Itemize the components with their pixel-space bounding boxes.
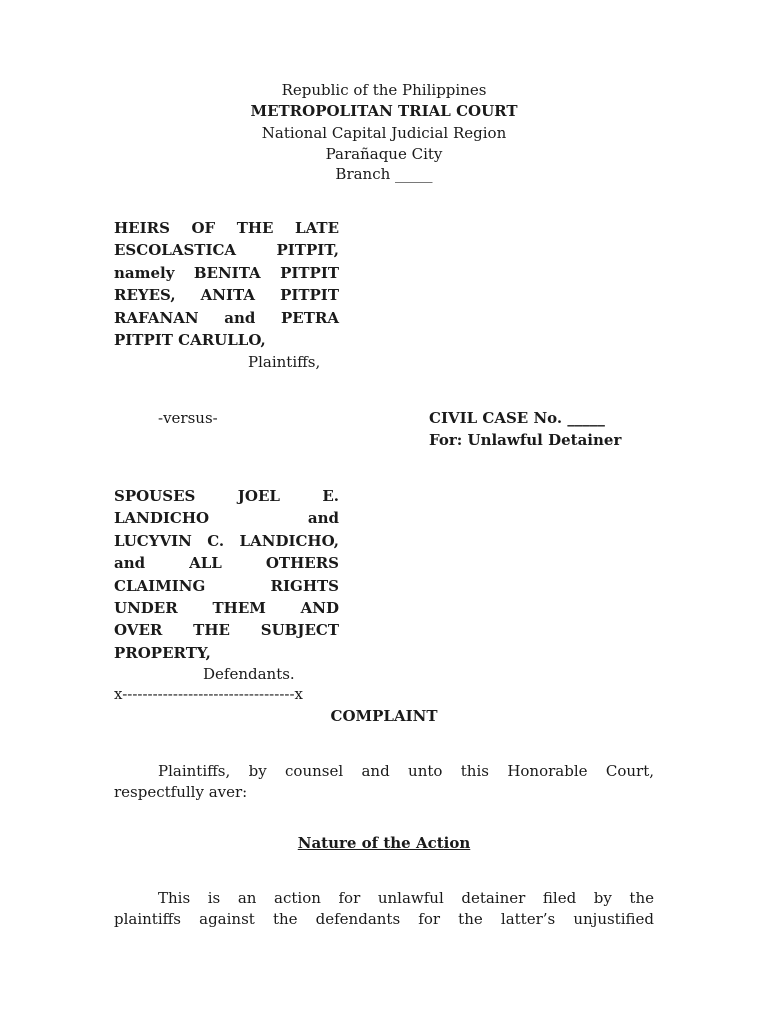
defendants-line: LUCYVIN C. LANDICHO, <box>114 531 339 550</box>
defendants-line: PROPERTY, <box>114 643 211 662</box>
judicial-region: National Capital Judicial Region <box>261 124 507 142</box>
defendants-line: SPOUSES JOEL E. <box>114 487 339 505</box>
defendants-line: LANDICHO and <box>114 509 339 528</box>
plaintiffs-block <box>114 217 339 351</box>
branch-line: Branch _____ <box>335 165 433 183</box>
plaintiffs-line: PITPIT CARULLO, <box>114 330 266 349</box>
city-line: Parañaque City <box>325 145 443 163</box>
plaintiffs-line: REYES, ANITA PITPIT <box>114 286 339 305</box>
case-nature: For: Unlawful Detainer <box>429 431 622 449</box>
intro-line-2: respectfully aver: <box>114 783 248 801</box>
plaintiffs-line: namely BENITA PITPIT <box>114 263 339 282</box>
defendants-line: and ALL OTHERS <box>114 554 339 573</box>
versus-label: -versus- <box>158 409 218 427</box>
section-heading: Nature of the Action <box>297 834 471 852</box>
defendants-line: CLAIMING RIGHTS <box>114 576 339 595</box>
plaintiffs-line: ESCOLASTICA PITPIT, <box>114 241 339 260</box>
nature-line-2: plaintiffs against the defendants for the latter’s unjustified <box>114 910 654 928</box>
intro-line-1: Plaintiffs, by counsel and unto this Honorable Court, <box>158 762 654 780</box>
plaintiffs-role: Plaintiffs, <box>248 353 321 371</box>
plaintiffs-line: RAFANAN and PETRA <box>114 308 339 327</box>
plaintiffs-line: HEIRS OF THE LATE <box>114 219 339 237</box>
document-title: COMPLAINT <box>330 707 438 725</box>
defendants-block <box>114 485 339 664</box>
defendants-line: UNDER THEM AND <box>114 598 339 617</box>
republic-line: Republic of the Philippines <box>281 81 487 99</box>
civil-case-number: CIVIL CASE No. _____ <box>429 409 605 427</box>
court-name: METROPOLITAN TRIAL COURT <box>250 102 518 120</box>
caption-separator: x----------------------------------x <box>114 685 303 703</box>
defendants-line: OVER THE SUBJECT <box>114 621 339 640</box>
defendants-role: Defendants. <box>203 665 295 683</box>
nature-line-1: This is an action for unlawful detainer filed by the <box>158 889 654 907</box>
